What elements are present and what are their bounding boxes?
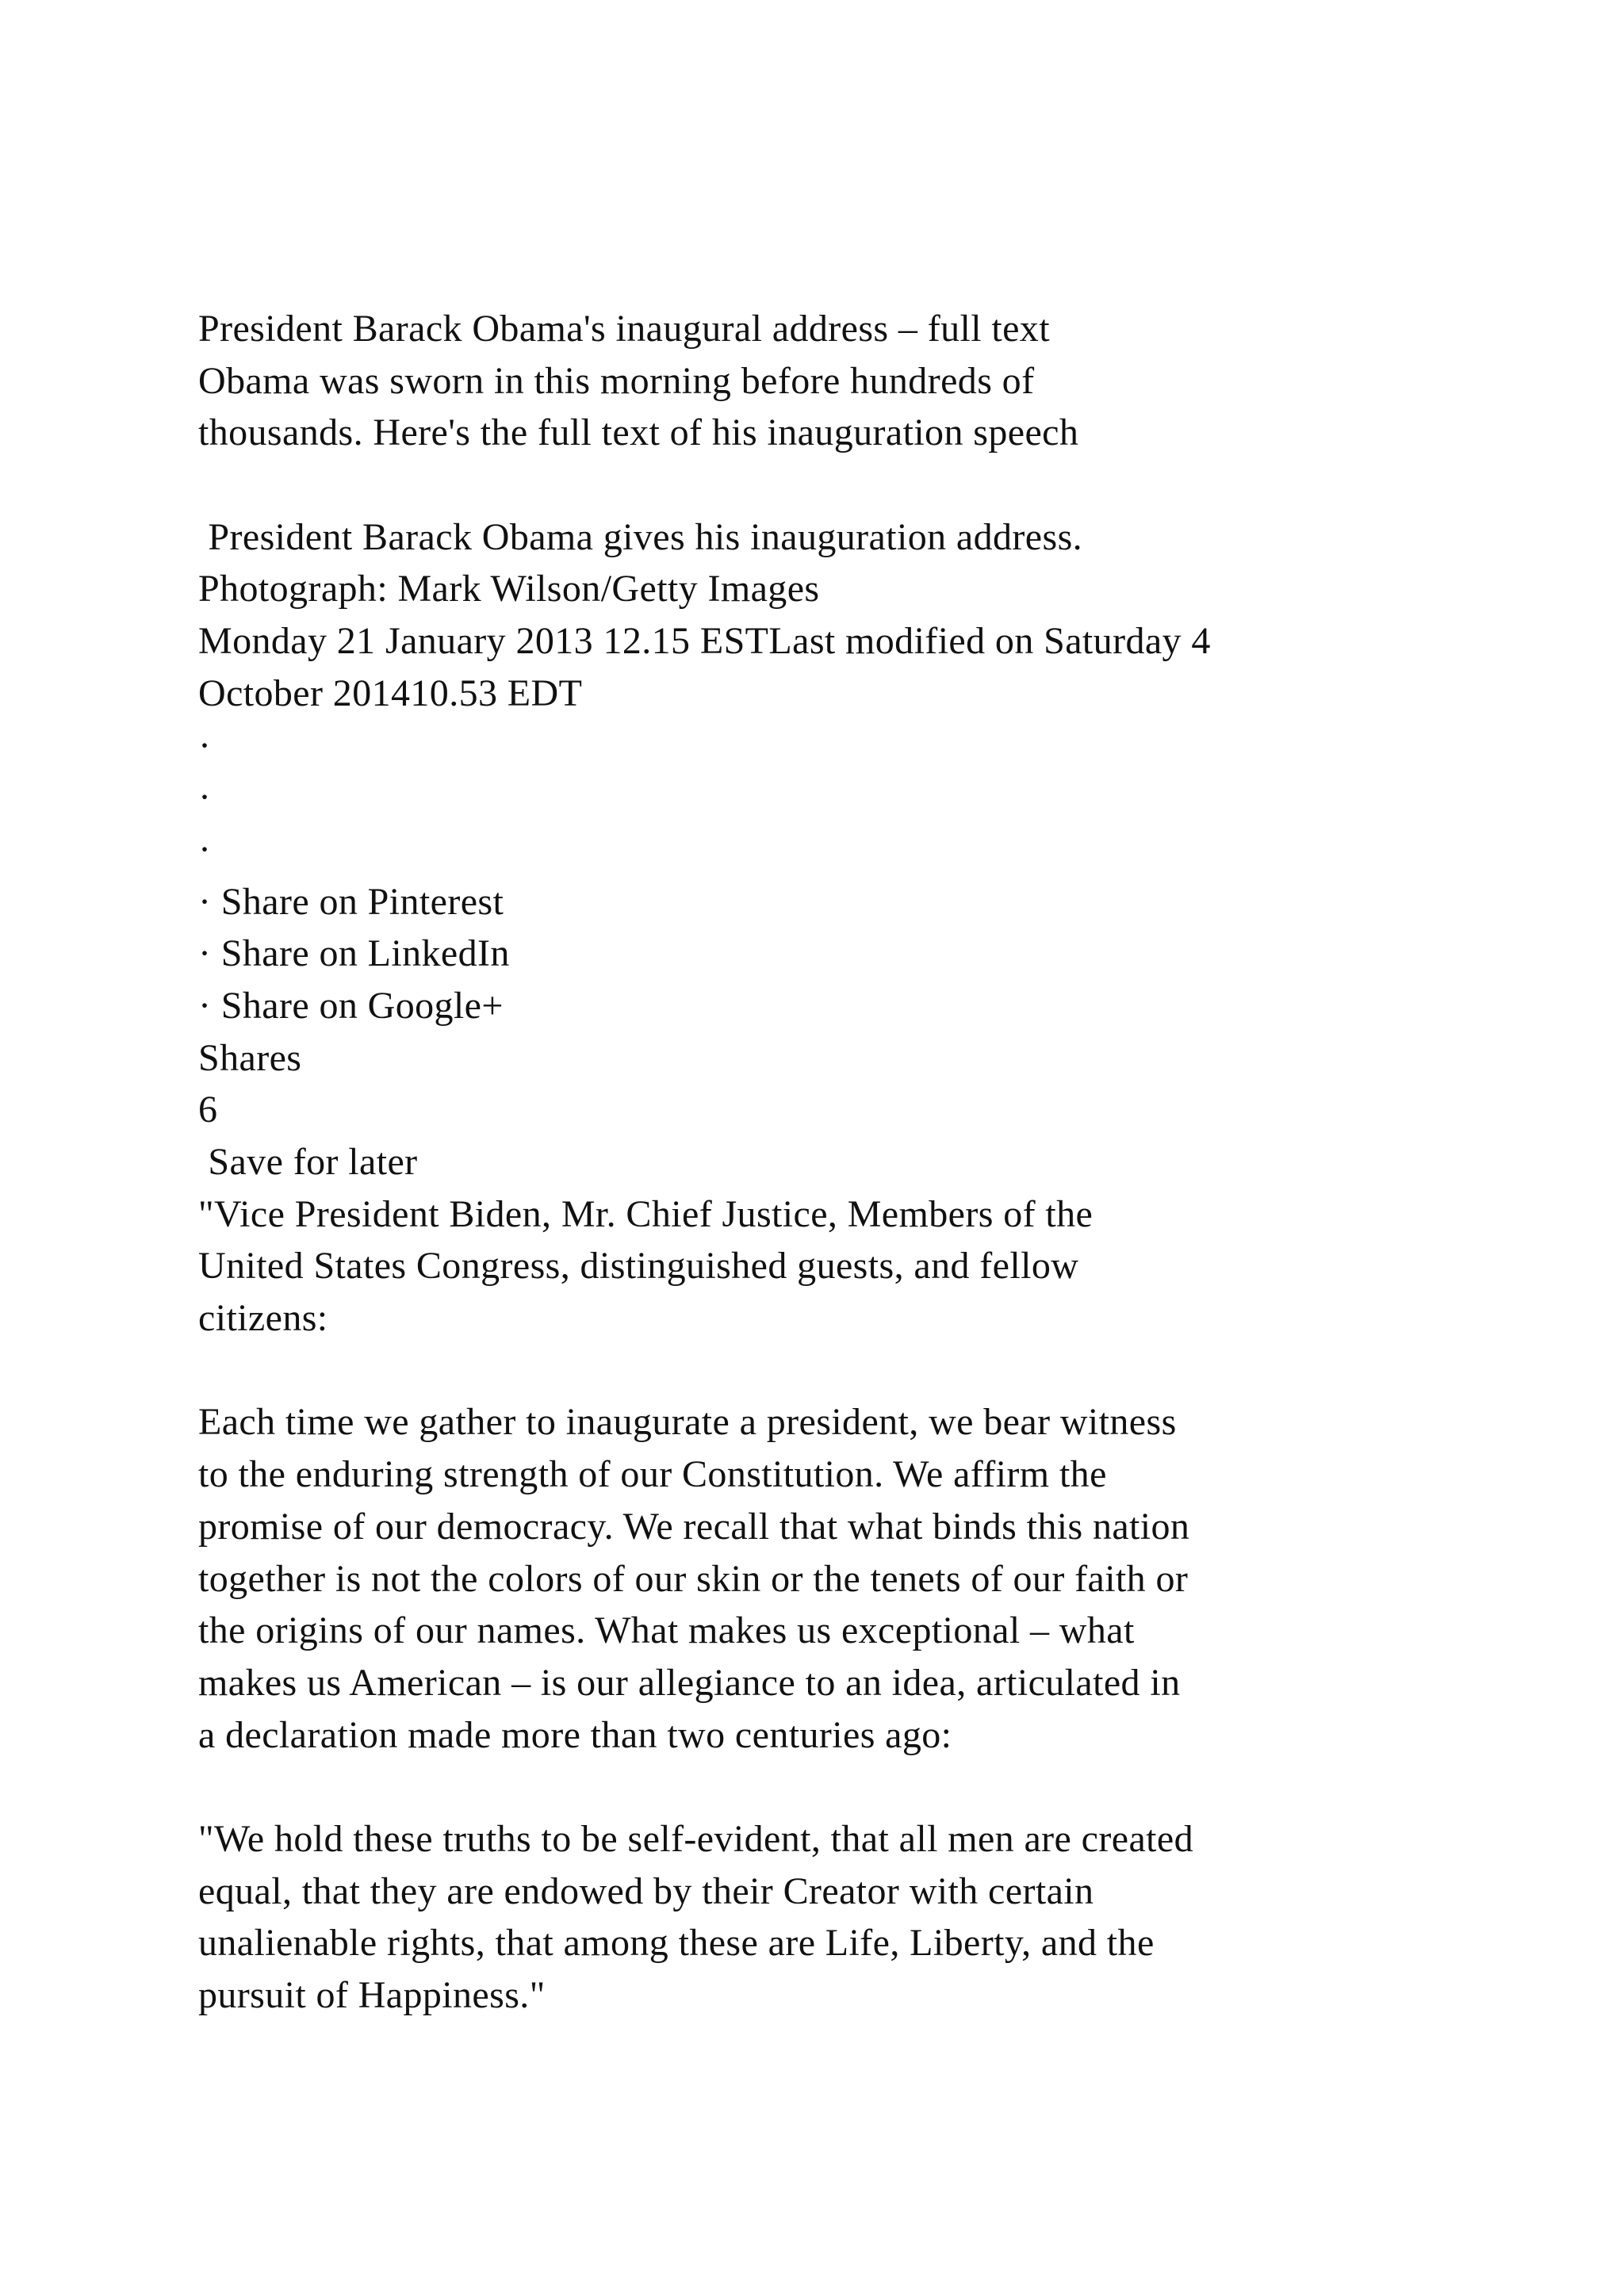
speech-line: promise of our democracy. We recall that what binds this nation	[198, 1505, 1190, 1548]
speech-line: to the enduring strength of our Constitution. We affirm the	[198, 1453, 1107, 1496]
speech-line: citizens:	[198, 1297, 328, 1340]
speech-line: makes us American – is our allegiance to an idea, articulated in	[198, 1661, 1181, 1704]
dateline-line-2: October 201410.53 EDT	[198, 672, 583, 714]
speech-line: unalienable rights, that among these are Life, Liberty, and the	[198, 1922, 1155, 1965]
share-pinterest-link[interactable]: · Share on Pinterest	[198, 880, 504, 923]
standfirst-line-1: Obama was sworn in this morning before hundreds of	[198, 359, 1035, 402]
speech-line: United States Congress, distinguished guests, and fellow	[198, 1245, 1079, 1288]
share-linkedin-link[interactable]: · Share on LinkedIn	[198, 932, 510, 975]
share-bullet-1: ·	[198, 724, 212, 767]
speech-line: a declaration made more than two centuries ago:	[198, 1713, 952, 1756]
standfirst-line-2: thousands. Here's the full text of his inauguration speech	[198, 411, 1079, 454]
speech-line: pursuit of Happiness."	[198, 1974, 546, 2016]
headline: President Barack Obama's inaugural address – full text	[198, 308, 1050, 350]
blank-line	[198, 1761, 1546, 1813]
share-bullet-3: ·	[198, 828, 212, 871]
shares-label: Shares	[198, 1036, 302, 1079]
share-bullet-2: ·	[198, 776, 212, 819]
photo-credit: Photograph: Mark Wilson/Getty Images	[198, 568, 820, 610]
speech-line: the origins of our names. What makes us exceptional – what	[198, 1609, 1135, 1652]
speech-line: Each time we gather to inaugurate a president, we bear witness	[198, 1401, 1177, 1444]
shares-count: 6	[198, 1089, 218, 1131]
dateline-line-1: Monday 21 January 2013 12.15 ESTLast modified on Saturday 4	[198, 620, 1211, 663]
document-page	[198, 303, 1546, 2022]
speech-line: "Vice President Biden, Mr. Chief Justice, Members of the	[198, 1192, 1094, 1235]
blank-line	[198, 459, 1546, 511]
blank-line	[198, 1345, 1546, 1397]
photo-caption: President Barack Obama gives his inauguration address.	[198, 515, 1083, 558]
save-for-later-link[interactable]: Save for later	[198, 1141, 418, 1183]
speech-line: together is not the colors of our skin or the tenets of our faith or	[198, 1557, 1189, 1600]
speech-line: equal, that they are endowed by their Creator with certain	[198, 1869, 1094, 1912]
share-googleplus-link[interactable]: · Share on Google+	[198, 984, 504, 1027]
speech-line: "We hold these truths to be self-evident, that all men are created	[198, 1817, 1193, 1860]
